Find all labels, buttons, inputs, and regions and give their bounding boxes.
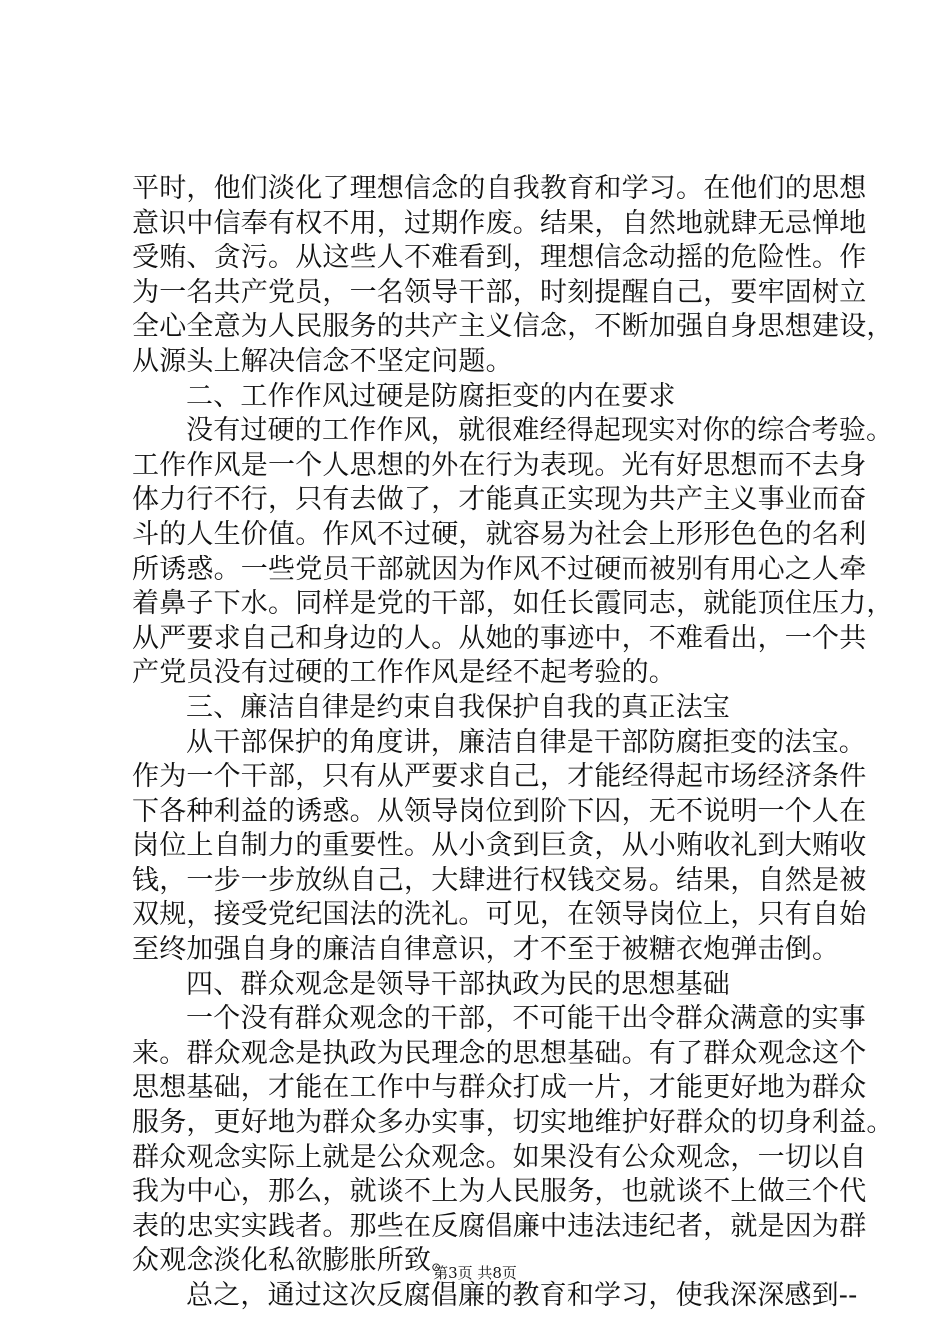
paragraph-line: 工作作风是一个人思想的外在行为表现。光有好思想而不去身 bbox=[132, 449, 867, 481]
paragraph-line: 为一名共产党员，一名领导干部，时刻提醒自己，要牢固树立 bbox=[132, 276, 867, 308]
paragraph-line: 从严要求自己和身边的人。从她的事迹中，不难看出，一个共 bbox=[132, 622, 867, 654]
paragraph-line: 斗的人生价值。作风不过硬，就容易为社会上形形色色的名利 bbox=[132, 518, 867, 550]
paragraph-line-indented: 一个没有群众观念的干部，不可能干出令群众满意的实事 bbox=[186, 1003, 866, 1035]
paragraph-line: 钱，一步一步放纵自己，大肆进行权钱交易。结果，自然是被 bbox=[132, 864, 867, 896]
paragraph-line: 受贿、贪污。从这些人不难看到，理想信念动摇的危险性。作 bbox=[132, 242, 867, 274]
paragraph-line: 从源头上解决信念不坚定问题。 bbox=[132, 345, 513, 377]
paragraph-line: 体力行不行，只有去做了，才能真正实现为共产主义事业而奋 bbox=[132, 484, 867, 516]
paragraph-line: 双规，接受党纪国法的洗礼。可见，在领导岗位上，只有自始 bbox=[132, 899, 867, 931]
paragraph-line: 意识中信奉有权不用，过期作废。结果，自然地就肆无忌惮地 bbox=[132, 207, 867, 239]
paragraph-line-indented: 三、廉洁自律是约束自我保护自我的真正法宝 bbox=[186, 691, 730, 723]
paragraph-line: 我为中心，那么，就谈不上为人民服务，也就谈不上做三个代 bbox=[132, 1176, 867, 1208]
paragraph-line-indented: 从干部保护的角度讲，廉洁自律是干部防腐拒变的法宝。 bbox=[186, 726, 866, 758]
paragraph-line: 下各种利益的诱惑。从领导岗位到阶下囚，无不说明一个人在 bbox=[132, 795, 867, 827]
paragraph-line: 众观念淡化私欲膨胀所致。 bbox=[132, 1245, 459, 1277]
paragraph-line: 作为一个干部，只有从严要求自己，才能经得起市场经济条件 bbox=[132, 761, 867, 793]
paragraph-line: 群众观念实际上就是公众观念。如果没有公众观念，一切以自 bbox=[132, 1141, 867, 1173]
paragraph-line: 全心全意为人民服务的共产主义信念，不断加强自身思想建设， bbox=[132, 311, 894, 343]
paragraph-line: 着鼻子下水。同样是党的干部，如任长霞同志，就能顶住压力， bbox=[132, 588, 894, 620]
document-body bbox=[132, 172, 894, 1314]
paragraph-line: 产党员没有过硬的工作作风是经不起考验的。 bbox=[132, 657, 676, 689]
paragraph-line: 平时，他们淡化了理想信念的自我教育和学习。在他们的思想 bbox=[132, 173, 867, 204]
paragraph-line: 表的忠实实践者。那些在反腐倡廉中违法违纪者，就是因为群 bbox=[132, 1210, 867, 1242]
paragraph-line: 服务，更好地为群众多办实事，切实地维护好群众的切身利益。 bbox=[132, 1107, 894, 1139]
paragraph-line-indented: 四、群众观念是领导干部执政为民的思想基础 bbox=[186, 968, 730, 1000]
paragraph-line: 思想基础，才能在工作中与群众打成一片，才能更好地为群众 bbox=[132, 1072, 867, 1104]
paragraph-line-indented: 总之，通过这次反腐倡廉的教育和学习，使我深深感到-- bbox=[186, 1280, 858, 1311]
paragraph-line-indented: 二、工作作风过硬是防腐拒变的内在要求 bbox=[186, 380, 676, 412]
paragraph-line: 所诱惑。一些党员干部就因为作风不过硬而被别有用心之人牵 bbox=[132, 553, 867, 585]
paragraph-line: 岗位上自制力的重要性。从小贪到巨贪，从小贿收礼到大贿收 bbox=[132, 830, 867, 862]
page-number-footer: 第3页 共8页 bbox=[433, 1264, 517, 1282]
paragraph-line-indented: 没有过硬的工作作风，就很难经得起现实对你的综合考验。 bbox=[186, 415, 894, 447]
paragraph-line: 来。群众观念是执政为民理念的思想基础。有了群众观念这个 bbox=[132, 1037, 867, 1069]
paragraph-line: 至终加强自身的廉洁自律意识，才不至于被糖衣炮弹击倒。 bbox=[132, 934, 840, 966]
